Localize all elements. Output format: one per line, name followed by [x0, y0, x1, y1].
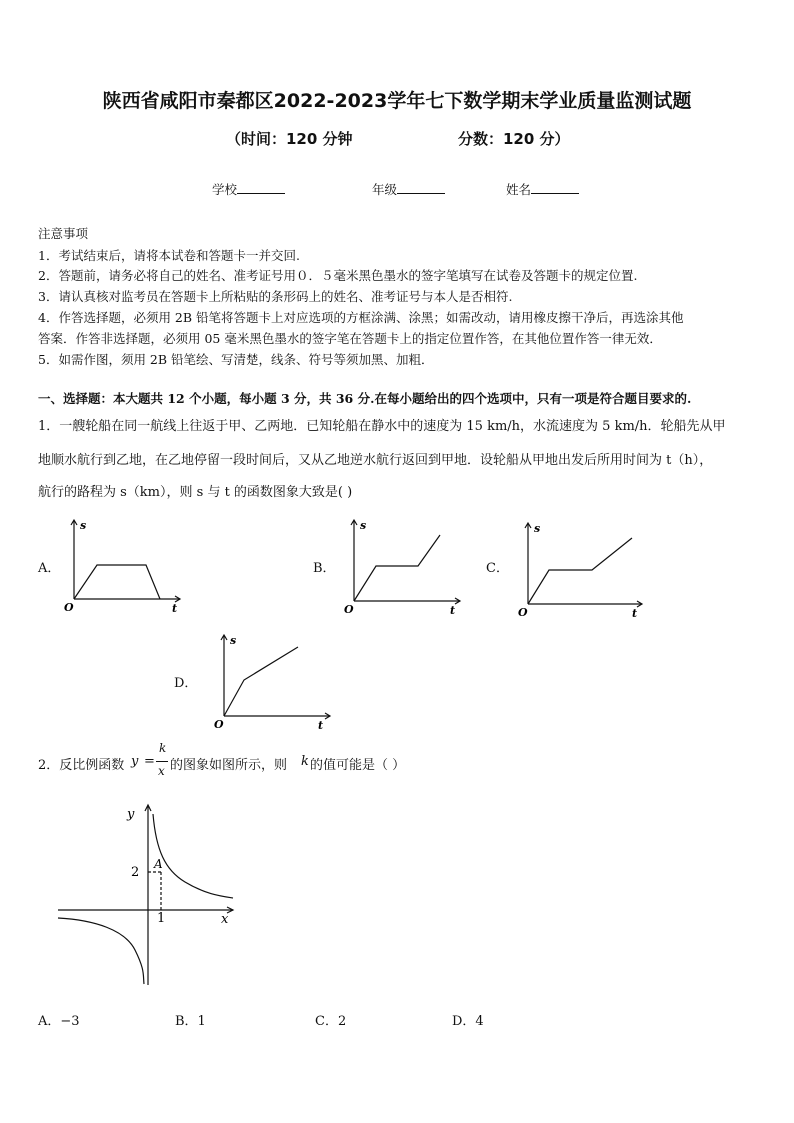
x-axis-label: t — [172, 602, 178, 615]
origin-label: O — [64, 601, 74, 614]
note-item: 4．作答选择题，必须用 2B 铅笔将答题卡上对应选项的方框涂满、涂黑；如需改动，请用橡皮擦干净后，再选涂其他 — [38, 310, 684, 325]
q1-option-c-label[interactable]: C． — [486, 561, 509, 576]
x-tick-label: 1 — [157, 911, 166, 926]
q2-option-c[interactable]: C．2 — [315, 1014, 347, 1029]
q1-option-b-curve — [354, 535, 440, 601]
q1-text-line1: 1．一艘轮船在同一航线上往返于甲、乙两地．已知轮船在静水中的速度为 15 km/h，水流速度为 5 km/h．轮船先从甲 — [38, 419, 726, 434]
y-axis-label: s — [534, 522, 541, 535]
q2-hyperbola-graph — [55, 800, 240, 990]
y-axis-label: s — [80, 519, 87, 532]
q1-option-d-graph — [210, 630, 340, 730]
q2-var-k: k — [301, 754, 309, 769]
hyperbola-branch-lower — [58, 918, 144, 984]
q1-option-b-graph — [340, 515, 470, 615]
note-item: 答案．作答非选择题，必须用 05 毫米黑色墨水的签字笔在答题卡上的指定位置作答，在其他位置作答一律无效． — [38, 331, 662, 346]
q2-formula-numerator: k — [159, 741, 167, 755]
q1-option-d-label[interactable]: D． — [174, 676, 198, 691]
y-axis-label: s — [360, 519, 367, 532]
point-a-label: A — [154, 857, 163, 871]
q1-option-b-label[interactable]: B． — [313, 561, 336, 576]
q1-text-line3: 航行的路程为 s（km），则 s 与 t 的函数图象大致是( ) — [38, 485, 353, 500]
q1-option-d-curve — [224, 647, 298, 716]
q1-text-line2: 地顺水航行到乙地，在乙地停留一段时间后，又从乙地逆水航行返回到甲地．设轮船从甲地出发后所用时间为 t（h）， — [38, 453, 713, 468]
section-heading: 一、选择题：本大题共 12 个小题，每小题 3 分，共 36 分.在每小题给出的四个选项中，只有一项是符合题目要求的. — [38, 391, 692, 406]
hyperbola-branch-upper — [153, 814, 233, 898]
q1-option-a-curve — [74, 565, 160, 599]
y-tick-label: 2 — [131, 865, 140, 880]
q1-option-a-graph — [60, 515, 190, 615]
note-item: 3．请认真核对监考员在答题卡上所粘贴的条形码上的姓名、准考证号与本人是否相符. — [38, 289, 513, 304]
origin-label: O — [344, 603, 354, 615]
origin-label: O — [214, 718, 224, 730]
x-axis-label: t — [632, 607, 638, 618]
page-title: 陕西省咸阳市秦都区2022-2023学年七下数学期末学业质量监测试题 — [102, 90, 692, 112]
x-axis-label: t — [318, 719, 324, 730]
name-field: 姓名 — [506, 180, 579, 198]
q2-text-prefix: 2．反比例函数 — [38, 758, 125, 773]
q2-formula-denominator: x — [158, 764, 165, 778]
q2-fraction-bar — [156, 761, 168, 762]
school-field: 学校 — [212, 180, 285, 198]
q2-text-suffix: 的图象如图所示，则 — [170, 758, 288, 773]
x-axis-label: t — [450, 604, 456, 615]
notes-heading: 注意事项 — [38, 226, 89, 241]
note-item: 5．如需作图，须用 2B 铅笔绘、写清楚，线条、符号等须加黑、加粗． — [38, 352, 434, 367]
y-axis-label: s — [230, 634, 237, 647]
q1-option-a-label[interactable]: A． — [38, 561, 61, 576]
q2-option-a[interactable]: A．−3 — [38, 1014, 80, 1029]
q2-formula-eq: = — [144, 754, 155, 769]
origin-label: O — [518, 606, 528, 618]
exam-time: （时间：120 分钟 — [226, 130, 353, 148]
y-axis-label: y — [127, 807, 135, 822]
x-axis-label: x — [221, 912, 229, 927]
q1-option-c-graph — [514, 518, 649, 618]
q1-option-c-curve — [528, 538, 632, 604]
q2-text-tail: 的值可能是（ ） — [310, 758, 406, 773]
q2-option-b[interactable]: B．1 — [175, 1014, 206, 1029]
exam-score: 分数：120 分） — [458, 130, 570, 148]
q2-option-d[interactable]: D．4 — [452, 1014, 484, 1029]
note-item: 1．考试结束后，请将本试卷和答题卡一并交回. — [38, 248, 300, 263]
note-item: 2．答题前，请务必将自己的姓名、准考证号用０．５毫米黑色墨水的签字笔填写在试卷及答题卡的规定位置. — [38, 268, 638, 283]
q2-formula-y: y — [131, 754, 139, 769]
grade-field: 年级 — [372, 180, 445, 198]
